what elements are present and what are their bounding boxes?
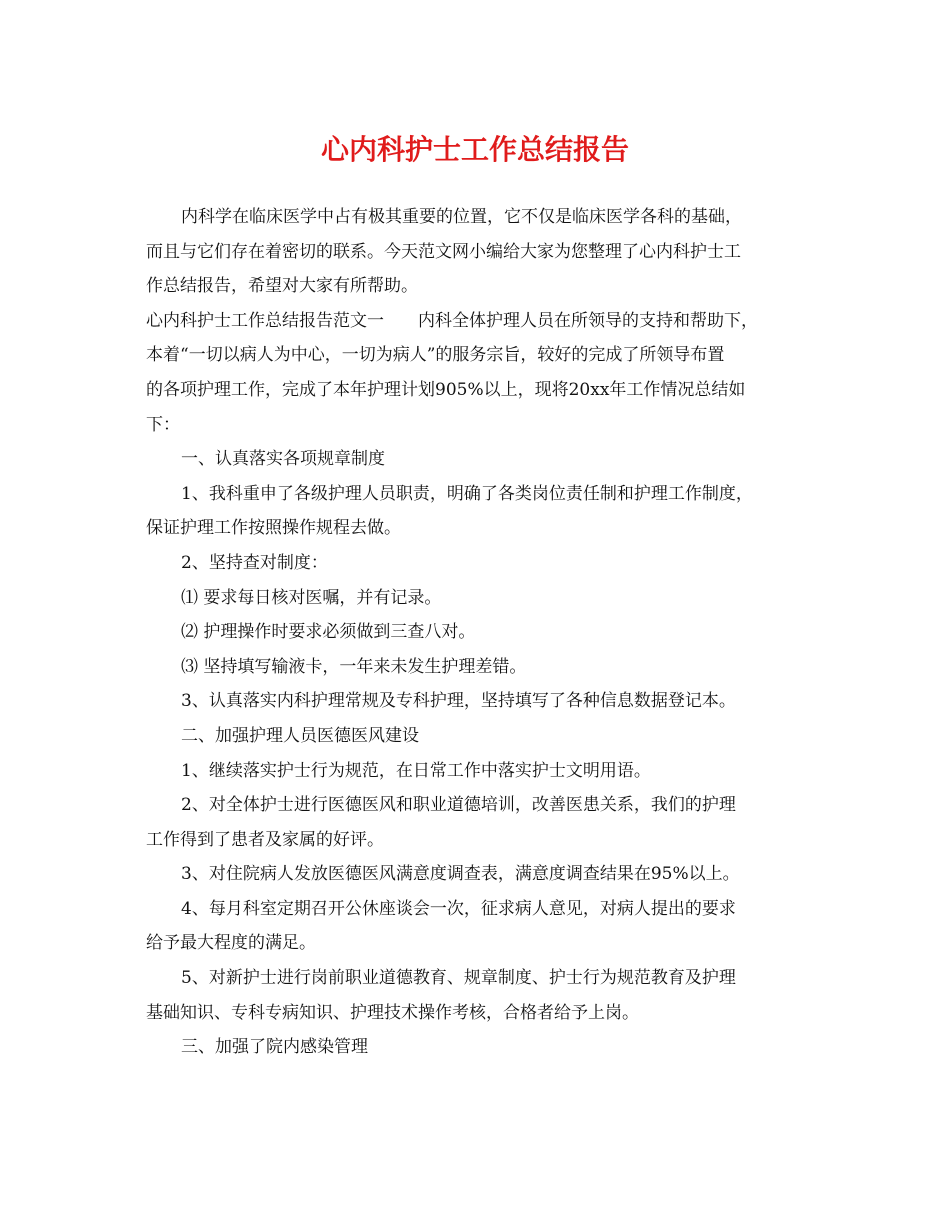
text-line — [146, 511, 810, 546]
text-line-content: 给予最大程度的满足。 — [146, 933, 316, 954]
text-line — [146, 754, 810, 789]
text-line-content: 一、认真落实各项规章制度 — [181, 449, 385, 470]
text-line-content: 二、加强护理人员医德医风建设 — [181, 725, 419, 746]
text-line — [146, 961, 810, 996]
text-line-content: 内科学在临床医学中占有极其重要的位置，它不仅是临床医学各科的基础， — [181, 207, 742, 227]
text-line-content: 下： — [146, 414, 180, 435]
list-item — [146, 650, 810, 685]
text-line-content: 本着“一切以病人为中心，一切为病人”的服务宗旨，较好的完成了所领导布置 — [146, 345, 725, 366]
text-line-content: 1、继续落实护士行为规范，在日常工作中落实护士文明用语。 — [181, 760, 651, 781]
text-line — [146, 926, 810, 961]
text-line-content: 工作得到了患者及家属的好评。 — [146, 829, 384, 850]
document-body — [146, 200, 810, 1065]
text-line — [146, 304, 810, 339]
section-heading — [146, 442, 810, 477]
text-line — [146, 269, 810, 304]
text-line — [146, 200, 810, 235]
text-line-content: 5、对新护士进行岗前职业道德教育、规章制度、护士行为规范教育及护理 — [181, 968, 736, 989]
text-line-content: ⑴ 要求每日核对医嘱，并有记录。 — [181, 587, 442, 608]
section-heading — [146, 719, 810, 754]
text-line-content: 保证护理工作按照操作规程去做。 — [146, 518, 401, 539]
text-line-content: 3、认真落实内科护理常规及专科护理，坚持填写了各种信息数据登记本。 — [181, 691, 736, 712]
text-line-content: 基础知识、专科专病知识、护理技术操作考核，合格者给予上岗。 — [146, 1002, 639, 1023]
text-line — [146, 684, 810, 719]
text-line — [146, 546, 810, 581]
text-line — [146, 892, 810, 927]
text-line — [146, 477, 810, 512]
text-line — [146, 408, 810, 443]
document-title: 心内科护士工作总结报告 — [320, 133, 629, 166]
text-line — [146, 235, 810, 270]
text-line-content: 4、每月科室定期召开公休座谈会一次，征求病人意见，对病人提出的要求 — [181, 898, 736, 919]
text-line-content: 1、我科重申了各级护理人员职责，明确了各类岗位责任制和护理工作制度， — [181, 483, 753, 504]
text-line-content: 作总结报告，希望对大家有所帮助。 — [146, 276, 418, 297]
text-line-content: ⑶ 坚持填写输液卡，一年来未发生护理差错。 — [181, 656, 527, 677]
text-line — [146, 788, 810, 823]
text-line-content: 2、坚持查对制度： — [181, 552, 328, 573]
text-line — [146, 338, 810, 373]
text-line-content: 内科全体护理人员在所领导的支持和帮助下， — [418, 310, 758, 331]
text-line-content: 2、对全体护士进行医德医风和职业道德培训，改善医患关系，我们的护理 — [181, 795, 736, 816]
text-line-content: 而且与它们存在着密切的联系。今天范文网小编给大家为您整理了心内科护士工 — [146, 241, 741, 262]
text-line-content: 3、对住院病人发放医德医风满意度调查表，满意度调查结果在95%以上。 — [181, 864, 740, 885]
text-line — [146, 823, 810, 858]
text-line — [146, 996, 810, 1031]
text-line — [146, 373, 810, 408]
text-line-content: 的各项护理工作，完成了本年护理计划905%以上，现将20xx年工作情况总结如 — [146, 379, 746, 400]
sample-heading: 心内科护士工作总结报告范文一 — [146, 310, 384, 331]
list-item — [146, 581, 810, 616]
text-line-content: ⑵ 护理操作时要求必须做到三查八对。 — [181, 622, 476, 643]
text-line — [146, 857, 810, 892]
section-heading — [146, 1030, 810, 1065]
text-line-content: 三、加强了院内感染管理 — [181, 1037, 368, 1058]
list-item — [146, 615, 810, 650]
